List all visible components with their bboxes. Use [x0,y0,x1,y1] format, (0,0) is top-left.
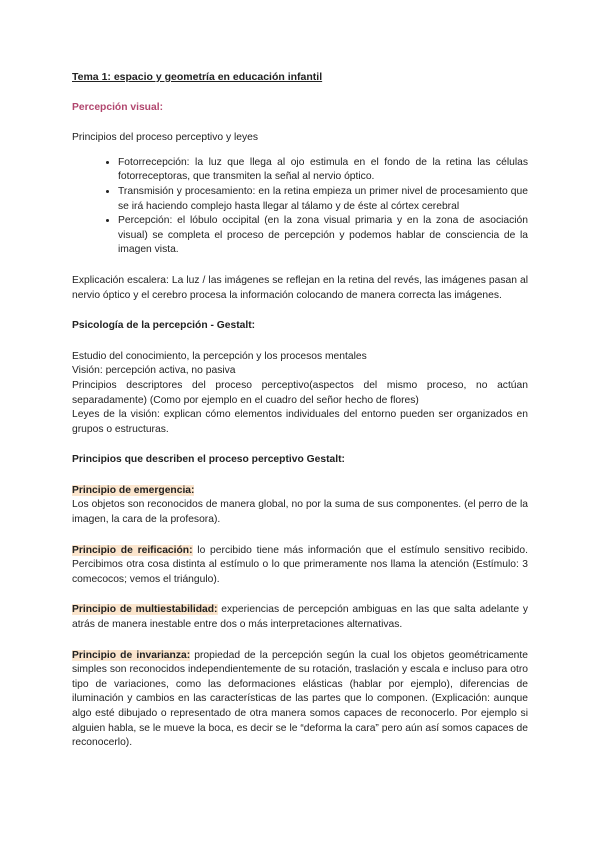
document-title: Tema 1: espacio y geometría en educación infantil [72,71,323,83]
highlighted-label: Principio de invarianza: [72,649,191,661]
gestalt-line: Estudio del conocimiento, la percepción y los procesos mentales [72,350,367,362]
list-item: • Fotorrecepción: la luz que llega al ojo estimula en el fondo de la retina las células fotorreceptoras, que transmiten la señal al nervio óptico. [118,156,528,185]
list-item: • Percepción: el lóbulo occipital (en la zona visual primaria y en la zona de asociación visual) se completa el proceso de percepción y podemos hablar de consciencia de la imagen vista. [118,214,528,258]
principio-invarianza [72,649,528,751]
percepcion-bullet-list [72,156,528,258]
principio-emergencia-label [72,484,528,499]
principio-reificacion [72,544,528,588]
principio-text: propiedad de la percepción según la cual los objetos geométricamente simples son reconocidos independientemente de su rotación, traslación y escala e incluso para otro tipo de variaciones, como las deformaciones elásticas (hablar por ejemplo), diferencias de iluminación y cambios en las características de las partes que lo componen. (Explicación: aunque algo esté dibujado o representado de otra manera somos capaces de reconocerlo. Por ejemplo si alguien habla, se le mueve la boca, es decir se le “deforma la cara” pero aún así somos capaces de reconocerlo). [72,649,528,749]
percepcion-intro: Principios del proceso perceptivo y leyes [72,132,259,144]
section-heading-gestalt: Psicología de la percepción - Gestalt: [72,320,256,332]
highlighted-label: Principio de multiestabilidad: [72,604,218,616]
principio-text: lo percibido tiene más información que el estímulo sensitivo recibido. Percibimos otra cosa distinta al estímulo o lo que primeramente nos llama la atención (Estímulo: 3 comecocos; vemos el triángulo). [72,544,528,585]
gestalt-line: Visión: percepción activa, no pasiva [72,365,236,377]
list-item: • Transmisión y procesamiento: en la retina empieza un primer nivel de procesamiento que se irá haciendo complejo hasta llegar al tálamo y de éste al córtex cerebral [118,185,528,214]
gestalt-line: Leyes de la visión: explican cómo elementos individuales del entorno pueden ser organizados en grupos o estructuras. [72,409,528,435]
highlighted-label: Principio de emergencia: [72,484,195,496]
highlighted-label: Principio de reificación: [72,544,193,556]
principio-emergencia-text: Los objetos son reconocidos de manera global, no por la suma de sus componentes. (el perro de la imagen, la cara de la profesora). [72,499,528,526]
section-heading-percepcion: Percepción visual: [72,101,163,113]
principio-text: experiencias de percepción ambiguas en las que salta adelante y atrás de manera inestable entre dos o más interpretaciones alternativas. [72,604,529,631]
principio-multiestabilidad [72,603,528,632]
explicacion-escalera: Explicación escalera: La luz / las imágenes se reflejan en la retina del revés, las imágenes pasan al nervio óptico y el cerebro procesa la información colocando de manera correcta las imágenes. [72,274,528,301]
section-heading-principios: Principios que describen el proceso perceptivo Gestalt: [72,454,345,466]
gestalt-line: Principios descriptores del proceso perceptivo(aspectos del mismo proceso, no actúan separadamente) (Como por ejemplo en el cuadro del señor hecho de flores) [72,379,528,406]
